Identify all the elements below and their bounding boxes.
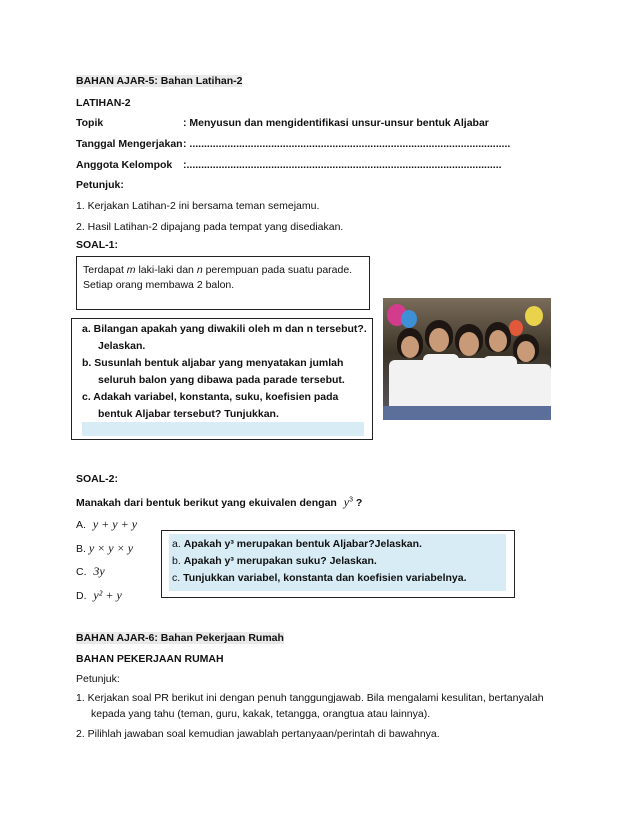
- soal-2-question: Manakah dari bentuk berikut yang ekuivalen dengan $y^3$ ?: [76, 495, 363, 509]
- soal-1-heading: SOAL-1:: [76, 239, 118, 251]
- soal-1-question-a-line-2: Jelaskan.: [98, 340, 146, 352]
- soal-2-heading: SOAL-2:: [76, 473, 118, 485]
- soal-2-question-a: a. Apakah y³ merupakan bentuk Aljabar?Jelaskan.: [172, 538, 422, 550]
- soal-2-option-c: C. 3y: [76, 564, 105, 578]
- topik-value: : Menyusun dan mengidentifikasi unsur-unsur bentuk Aljabar: [183, 117, 489, 129]
- anggota-value: :............................................................................................................: [183, 159, 502, 171]
- soal-2-question-b: b. Apakah y³ merupakan suku? Jelaskan.: [172, 555, 377, 567]
- soal-1-intro-box: [76, 256, 370, 310]
- petunjuk-heading: Petunjuk:: [76, 179, 124, 191]
- soal-2-option-a: A. y + y + y: [76, 517, 138, 531]
- section-title-bahan-ajar-6: BAHAN AJAR-6: Bahan Pekerjaan Rumah: [76, 632, 284, 644]
- soal-1-question-c-line-2: bentuk Aljabar tersebut? Tunjukkan.: [98, 408, 279, 420]
- petunjuk-2-item-1-line-1: 1. Kerjakan soal PR berikut ini dengan penuh tanggungjawab. Bila mengalami kesulitan, bertanyalah: [76, 692, 544, 704]
- soal-2-option-b: B. y × y × y: [76, 541, 134, 555]
- soal-2-option-d: D. y² + y: [76, 588, 122, 602]
- soal-1-question-c-line-1: c. Adakah variabel, konstanta, suku, koefisien pada: [82, 391, 339, 403]
- tanggal-value: : ..............................................................................................................: [183, 138, 511, 150]
- soal-2-question-c: c. Tunjukkan variabel, konstanta dan koefisien variabelnya.: [172, 572, 467, 584]
- anggota-label: Anggota Kelompok: [76, 159, 173, 171]
- subtitle-pekerjaan-rumah: BAHAN PEKERJAAN RUMAH: [76, 653, 224, 665]
- parade-students-photo: [383, 298, 551, 420]
- petunjuk-item-1: 1. Kerjakan Latihan-2 ini bersama teman semejamu.: [76, 200, 320, 212]
- soal-1-intro-line-1: Terdapat m laki-laki dan n perempuan pada suatu parade.: [83, 264, 353, 276]
- soal-1-questions-box: [71, 318, 373, 440]
- petunjuk-2-item-2: 2. Pilihlah jawaban soal kemudian jawablah pertanyaan/perintah di bawahnya.: [76, 728, 440, 740]
- petunjuk-item-2: 2. Hasil Latihan-2 dipajang pada tempat yang disediakan.: [76, 221, 344, 233]
- answer-highlight-bar: [82, 422, 364, 436]
- soal-1-intro-line-2: Setiap orang membawa 2 balon.: [83, 279, 235, 291]
- soal-1-question-b-line-2: seluruh balon yang dibawa pada parade tersebut.: [98, 374, 345, 386]
- soal-2-questions-box: [161, 530, 515, 598]
- soal-1-question-b-line-1: b. Susunlah bentuk aljabar yang menyatakan jumlah: [82, 357, 344, 369]
- soal-1-question-a-line-1: a. Bilangan apakah yang diwakili oleh m dan n tersebut?.: [82, 323, 367, 335]
- tanggal-label: Tanggal Mengerjakan: [76, 138, 183, 150]
- section-title-bahan-ajar-5: BAHAN AJAR-5: Bahan Latihan-2: [76, 75, 243, 87]
- petunjuk-2-item-1-line-2: kepada yang tahu (teman, guru, kakak, tetangga, orangtua atau lainnya).: [91, 708, 431, 720]
- topik-label: Topik: [76, 117, 104, 129]
- petunjuk-2-heading: Petunjuk:: [76, 673, 120, 685]
- subtitle-latihan-2: LATIHAN-2: [76, 97, 131, 109]
